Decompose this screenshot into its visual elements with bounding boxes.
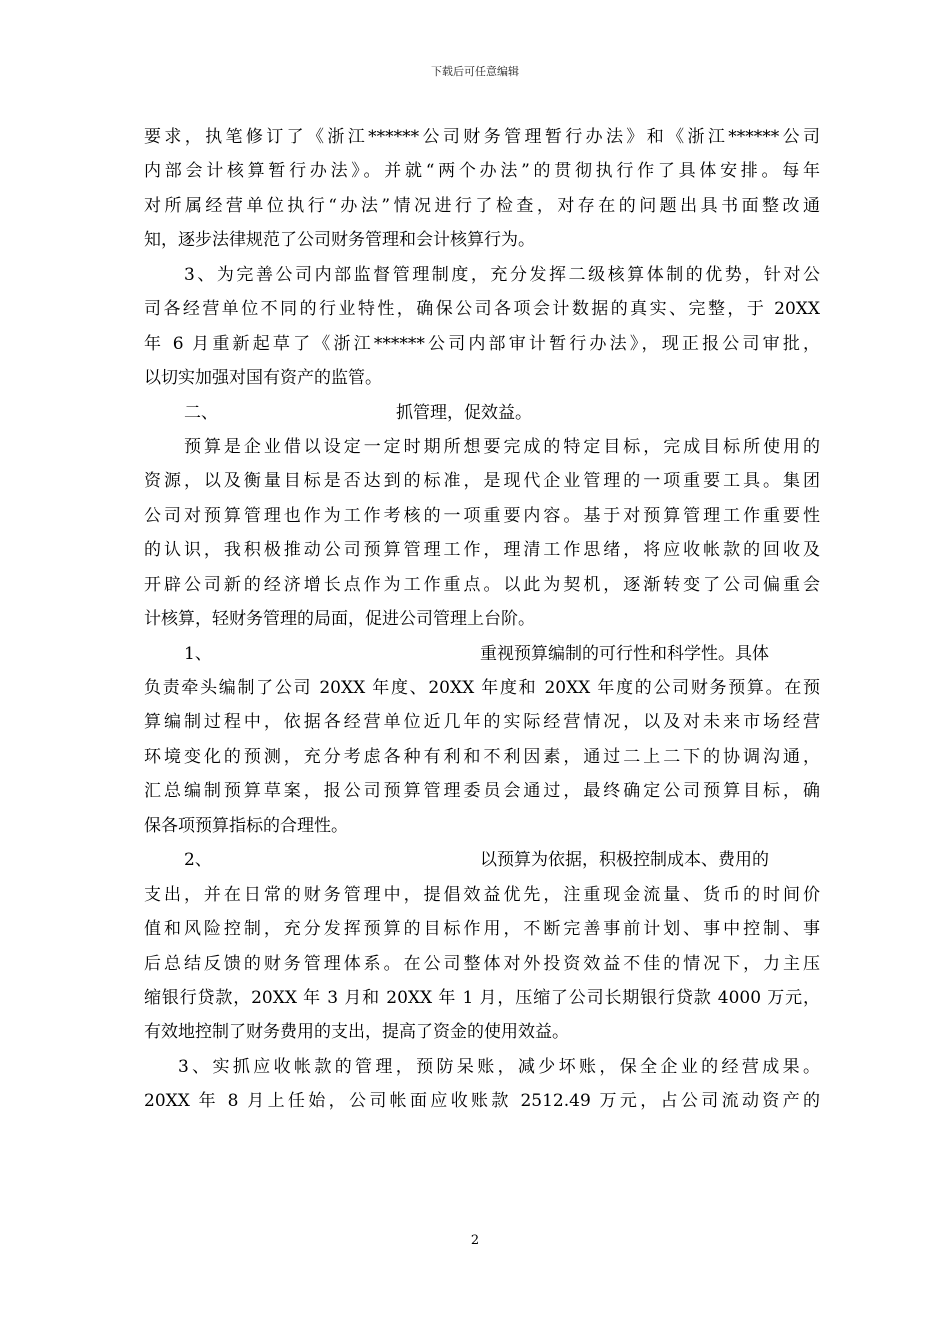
item-number: 2、	[184, 850, 212, 871]
text-line: 负责牵头编制了公司 20XX 年度、20XX 年度和 20XX 年度的公司财务预算。在预	[144, 678, 820, 698]
text-line: 算编制过程中，依据各经营单位近几年的实际经营情况，以及对未来市场经营	[144, 712, 820, 733]
section-number: 二、	[184, 402, 218, 423]
text-line: 内部会计核算暂行办法》。并就“两个办法”的贯彻执行作了具体安排。每年	[144, 161, 820, 182]
text-line: 开辟公司新的经济增长点作为工作重点。以此为契机，逐渐转变了公司偏重会	[144, 574, 820, 595]
text-line: 有效地控制了财务费用的支出，提高了资金的使用效益。	[144, 1022, 569, 1043]
section-title: 抓管理，促效益。	[396, 402, 532, 423]
section-heading	[144, 400, 820, 434]
text-line: 对所属经营单位执行“办法”情况进行了检查，对存在的问题出具书面整改通	[144, 195, 820, 216]
text-line: 预算是企业借以设定一定时期所想要完成的特定目标，完成目标所使用的	[184, 436, 820, 457]
text-line: 3、实抓应收帐款的管理，预防呆账，减少坏账，保全企业的经营成果。	[178, 1056, 820, 1077]
text-line: 汇总编制预算草案，报公司预算管理委员会通过，最终确定公司预算目标，确	[144, 781, 820, 802]
item-number: 1、	[184, 643, 212, 664]
text-line: 支出，并在日常的财务管理中，提倡效益优先，注重现金流量、货币的时间价	[144, 884, 820, 905]
text-line: 20XX 年 8 月上任始，公司帐面应收账款 2512.49 万元，占公司流动资产的	[144, 1091, 820, 1112]
item-first-line	[144, 847, 820, 881]
text-line: 计核算，轻财务管理的局面，促进公司管理上台阶。	[144, 609, 535, 630]
text-line: 缩银行贷款，20XX 年 3 月和 20XX 年 1 月，压缩了公司长期银行贷款 4000 万元，	[144, 987, 820, 1008]
text-line: 知，逐步法律规范了公司财务管理和会计核算行为。	[144, 230, 535, 251]
page-header: 下载后可任意编辑	[431, 65, 519, 78]
document-body	[144, 124, 820, 1123]
text-line: 环境变化的预测，充分考虑各种有利和不利因素，通过二上二下的协调沟通，	[144, 746, 820, 767]
text-line: 以切实加强对国有资产的监管。	[144, 368, 382, 389]
item-lead-text: 以预算为依据，积极控制成本、费用的	[480, 850, 769, 871]
text-line: 年 6 月重新起草了《浙江******公司内部审计暂行办法》，现正报公司审批，	[144, 333, 820, 354]
text-line: 保各项预算指标的合理性。	[144, 815, 348, 836]
text-line: 值和风险控制，充分发挥预算的目标作用，不断完善事前计划、事中控制、事	[144, 919, 820, 940]
text-line: 3、为完善公司内部监督管理制度，充分发挥二级核算体制的优势，针对公	[184, 264, 820, 285]
text-line: 公司对预算管理也作为工作考核的一项重要内容。基于对预算管理工作重要性	[144, 505, 820, 526]
item-first-line	[144, 641, 820, 675]
item-lead-text: 重视预算编制的可行性和科学性。具体	[480, 643, 769, 664]
text-line: 要求，执笔修订了《浙江******公司财务管理暂行办法》和《浙江******公司	[144, 127, 820, 147]
text-line: 的认识，我积极推动公司预算管理工作，理清工作思绪，将应收帐款的回收及	[144, 540, 820, 561]
page-number: 2	[470, 1233, 480, 1248]
text-line: 资源，以及衡量目标是否达到的标准，是现代企业管理的一项重要工具。集团	[144, 471, 820, 492]
text-line: 后总结反馈的财务管理体系。在公司整体对外投资效益不佳的情况下，力主压	[144, 953, 820, 974]
text-line: 司各经营单位不同的行业特性，确保公司各项会计数据的真实、完整，于 20XX	[144, 299, 820, 320]
